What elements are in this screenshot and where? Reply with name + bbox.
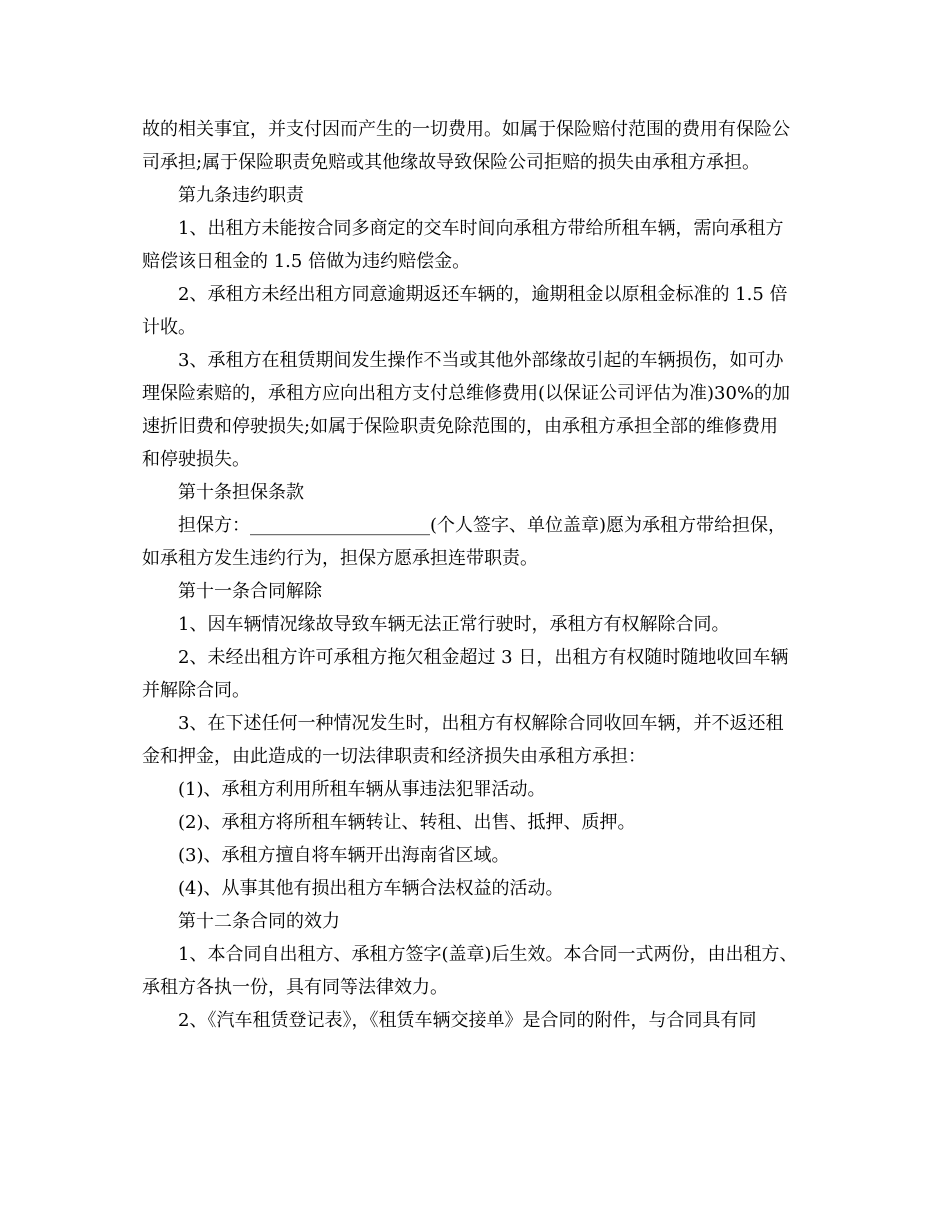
text-line: 金和押金，由此造成的一切法律职责和经济损失由承租方承担： <box>142 746 646 767</box>
text-line: 故的相关事宜，并支付因而产生的一切费用。如属于保险赔付范围的费用有保险公 <box>142 119 790 140</box>
list-item: (4)、从事其他有损出租方车辆合法权益的活动。 <box>178 878 564 899</box>
text-line: 计收。 <box>142 317 196 338</box>
text-line: 如承租方发生违约行为，担保方愿承担连带职责。 <box>142 548 538 569</box>
text-line: 司承担;属于保险职责免赔或其他缘故导致保险公司拒赔的损失由承租方承担。 <box>142 152 761 173</box>
section-heading: 第十条担保条款 <box>178 482 304 503</box>
text-line: 和停驶损失。 <box>142 449 250 470</box>
list-item: (2)、承租方将所租车辆转让、转租、出售、抵押、质押。 <box>178 812 636 833</box>
text-line: 2、承租方未经出租方同意逾期返还车辆的，逾期租金以原租金标准的 1.5 倍 <box>178 284 788 305</box>
text-line: 并解除合同。 <box>142 680 250 701</box>
section-heading: 第九条违约职责 <box>178 185 304 206</box>
text-line: 赔偿该日租金的 1.5 倍做为违约赔偿金。 <box>142 251 471 272</box>
text-line: 承租方各执一份，具有同等法律效力。 <box>142 977 448 998</box>
text-line: 速折旧费和停驶损失;如属于保险职责免除范围的，由承租方承担全部的维修费用 <box>142 416 779 437</box>
section-heading: 第十二条合同的效力 <box>178 911 340 932</box>
text-line: 1、出租方未能按合同多商定的交车时间向承租方带给所租车辆，需向承租方 <box>178 218 784 239</box>
text-line: 1、本合同自出租方、承租方签字(盖章)后生效。本合同一式两份，由出租方、 <box>178 944 798 965</box>
section-heading: 第十一条合同解除 <box>178 581 322 602</box>
text-line: 2、《汽车租赁登记表》，《租赁车辆交接单》是合同的附件，与合同具有同 <box>178 1010 757 1031</box>
text-line: 3、承租方在租赁期间发生操作不当或其他外部缘故引起的车辆损伤，如可办 <box>178 350 784 371</box>
text-line: 3、在下述任何一种情况发生时，出租方有权解除合同收回车辆，并不返还租 <box>178 713 784 734</box>
list-item: (1)、承租方利用所租车辆从事违法犯罪活动。 <box>178 779 546 800</box>
text-line: 担保方：____________________(个人签字、单位盖章)愿为承租方带给担保， <box>178 515 787 536</box>
text-line: 2、未经出租方许可承租方拖欠租金超过 3 日，出租方有权随时随地收回车辆 <box>178 647 789 668</box>
text-line: 理保险索赔的，承租方应向出租方支付总维修费用(以保证公司评估为准)30%的加 <box>142 383 791 404</box>
list-item: (3)、承租方擅自将车辆开出海南省区域。 <box>178 845 510 866</box>
text-line: 1、因车辆情况缘故导致车辆无法正常行驶时，承租方有权解除合同。 <box>178 614 730 635</box>
